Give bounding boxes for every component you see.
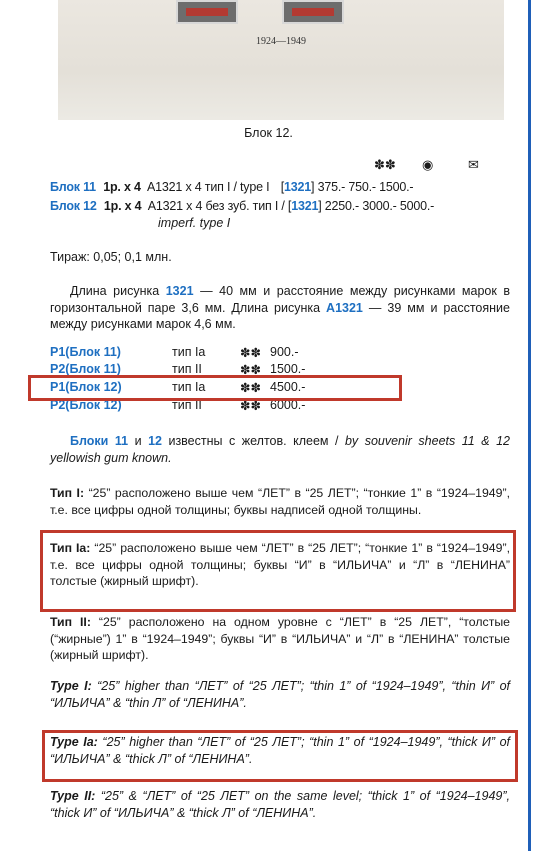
type-text: “25” & “ЛЕТ” of “25 ЛЕТ” on the same level; “thick 1” of “1924–1949”, “thick И” of “ИЛЬИЧА” & “thick Л” of “ЛЕНИНА”. bbox=[50, 789, 510, 820]
type-label: Тип II: bbox=[50, 615, 91, 629]
price-row-value: 4500.- bbox=[270, 380, 306, 394]
type-text: “25” расположено на одном уровне с “ЛЕТ” в “25 ЛЕТ”, “толстые (“жирные”) 1” в “1924–1949”; буквы “И” в “ИЛЬИЧА” и “Л” в “ЛЕНИНА” толстые (жирный шрифт). bbox=[50, 615, 511, 662]
highlight-box-type-ia-ru bbox=[40, 530, 516, 612]
listing-price-mint: 2250.- bbox=[324, 199, 360, 213]
listing-reference: 1321 bbox=[283, 180, 311, 194]
type-label: Type II: bbox=[50, 789, 96, 803]
cover-envelope-icon: ✉ bbox=[468, 157, 479, 172]
type-description-ru bbox=[50, 485, 510, 518]
highlight-box-type-ia-en bbox=[42, 730, 518, 782]
price-row-label: Р1(Блок 11) bbox=[50, 345, 121, 359]
listing-description: А1321 х 4 без зуб. тип I / bbox=[147, 199, 288, 213]
highlight-box-price bbox=[28, 375, 402, 401]
price-row-value: 900.- bbox=[270, 345, 299, 359]
listing-description-english: imperf. type I bbox=[158, 216, 231, 230]
price-row-type: тип Iа bbox=[172, 345, 206, 359]
circulation-text: Тираж: 0,05; 0,1 млн. bbox=[50, 250, 172, 264]
price-row-type: тип II bbox=[172, 362, 202, 376]
stamp-sheet-photo bbox=[58, 0, 504, 120]
sheet-years-text: 1924—1949 bbox=[256, 36, 306, 47]
listing-description: А1321 х 4 тип I / type I bbox=[147, 180, 270, 194]
figure-caption: Блок 12. bbox=[244, 126, 293, 140]
listing-code: Блок 11 bbox=[50, 180, 96, 194]
used-stamp-icon: ◉ bbox=[422, 157, 434, 172]
stamp-image-left bbox=[176, 0, 238, 24]
listing-row: Блок 11 1р. х 4 А1321 х 4 тип I / type I [1321] 375.- 750.- 1500.- bbox=[50, 180, 414, 194]
price-row-label: Р2(Блок 11) bbox=[50, 362, 121, 376]
gum-note-paragraph: Блоки 11 и 12 известны с желтов. клеем / by souvenir sheets 11 & 12 yellowish gum known. bbox=[50, 434, 510, 465]
mint-stamp-icon: ✽✽ bbox=[374, 157, 396, 172]
listing-row: Блок 12 1р. х 4 А1321 х 4 без зуб. тип I / [1321] 2250.- 3000.- 5000.- bbox=[50, 199, 435, 213]
listing-price-used: 3000.- bbox=[362, 199, 397, 213]
type-text: “25” higher than “ЛЕТ” of “25 ЛЕТ”; “thin 1” of “1924–1949”, “thick И” of “ИЛЬИЧА” & “thick Л” of “ЛЕНИНА”. bbox=[50, 735, 511, 766]
design-code: 1321 bbox=[165, 284, 194, 298]
price-row-type: тип Iа bbox=[172, 380, 206, 394]
listing-price-cover: 1500.- bbox=[379, 180, 414, 194]
measurement-paragraph: Длина рисунка 1321 — 40 мм и расстояние между рисунками марок в горизонтальной паре 3,6 мм. Длина рисунка А1321 — 39 мм и расстояние между рисунками марок 4,6 мм. bbox=[50, 284, 510, 331]
listing-price-mint: 375.- bbox=[317, 180, 346, 194]
type-label: Type Iа: bbox=[50, 735, 98, 749]
type-text: “25” higher than “ЛЕТ” of “25 ЛЕТ”; “thin 1” of “1924–1949”, “thin И” of “ИЛЬИЧА” & “thin Л” of “ЛЕНИНА”. bbox=[50, 679, 510, 710]
mint-stamp-icon: ✽✽ bbox=[240, 381, 261, 395]
type-text: “25” расположено выше чем “ЛЕТ” в “25 ЛЕТ”; “тонкие 1” в “1924–1949”, т.е. все цифры одной толщины; буквы “И” в “ИЛЬИЧА” и “Л” в “ЛЕНИНА” толстые (жирный шрифт). bbox=[50, 541, 510, 588]
price-row-label: Р1(Блок 12) bbox=[50, 380, 122, 394]
mint-stamp-icon: ✽✽ bbox=[240, 346, 261, 360]
mint-stamp-icon: ✽✽ bbox=[240, 399, 261, 413]
listing-quantity: 1р. х 4 bbox=[103, 180, 141, 194]
listing-quantity: 1р. х 4 bbox=[103, 199, 142, 213]
price-row-type: тип II bbox=[172, 398, 202, 412]
design-code: А1321 bbox=[326, 300, 363, 315]
type-description-en bbox=[50, 788, 510, 821]
listing-price-used: 750.- bbox=[348, 180, 376, 194]
type-text: “25” расположено выше чем “ЛЕТ” в “25 ЛЕТ”; “тонкие 1” в “1924–1949”, т.е. все цифры одной толщины; буквы надписей одной толщины. bbox=[50, 486, 510, 517]
stamp-image-right bbox=[282, 0, 344, 24]
type-description-ru bbox=[50, 614, 510, 664]
type-description-en bbox=[50, 678, 510, 711]
listing-code: Блок 12 bbox=[50, 199, 97, 213]
mint-stamp-icon: ✽✽ bbox=[240, 363, 261, 377]
listing-price-cover: 5000.- bbox=[399, 199, 435, 213]
price-row-label: Р2(Блок 12) bbox=[50, 398, 122, 412]
type-label: Type I: bbox=[50, 679, 92, 693]
listing-reference: 1321 bbox=[291, 199, 319, 213]
type-label: Тип I: bbox=[50, 486, 85, 500]
price-row-value: 1500.- bbox=[270, 362, 306, 376]
type-label: Тип Iа: bbox=[50, 541, 91, 555]
price-row-value: 6000.- bbox=[270, 398, 306, 412]
